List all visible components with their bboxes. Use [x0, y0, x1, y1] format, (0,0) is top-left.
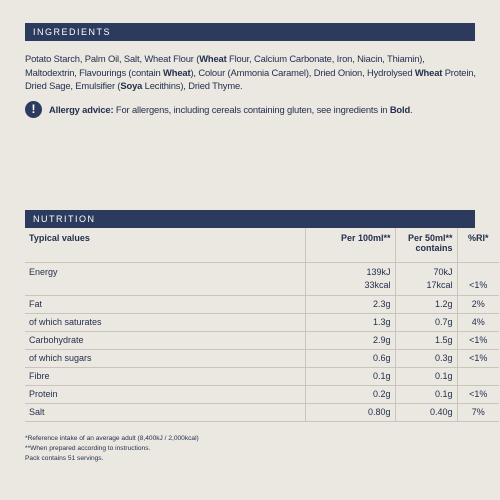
value-ri: 4%	[457, 314, 499, 332]
value-per50: 0.40g	[395, 404, 457, 422]
col-per-50ml: Per 50ml** contains	[395, 228, 457, 263]
value-per100: 0.6g	[305, 350, 395, 368]
value-ri	[457, 368, 499, 386]
footnotes	[25, 434, 475, 464]
energy-per50-kcal: 17kcal	[426, 280, 453, 290]
ingredient-text: Protein, Dried Sage, Emulsifier (	[25, 66, 476, 91]
value-ri: 2%	[457, 296, 499, 314]
ingredients-header: INGREDIENTS	[25, 23, 475, 41]
nutrient-name: of which sugars	[25, 350, 305, 368]
allergen-word: Wheat	[414, 66, 443, 78]
nutrient-name: Protein	[25, 386, 305, 404]
table-row	[25, 404, 499, 422]
allergen-word: Soya	[120, 80, 143, 91]
value-per100: 0.2g	[305, 386, 395, 404]
nutrition-table	[25, 228, 499, 422]
value-ri: <1%	[457, 386, 499, 404]
value-per100: 2.9g	[305, 332, 395, 350]
nutrient-name: Fibre	[25, 368, 305, 386]
energy-per50	[395, 263, 457, 296]
value-per100: 1.3g	[305, 314, 395, 332]
value-ri: 7%	[457, 404, 499, 422]
value-per50: 1.5g	[395, 332, 457, 350]
allergy-advice	[25, 99, 475, 119]
value-per100: 0.1g	[305, 368, 395, 386]
nutrition-header-row	[25, 228, 499, 263]
allergy-end: .	[410, 103, 413, 115]
value-per50: 1.2g	[395, 296, 457, 314]
allergy-body: For allergens, including cereals containing gluten, see ingredients in	[113, 103, 390, 115]
footnote-line: *Reference intake of an average adult (8,400kJ / 2,000kcal)	[25, 435, 199, 442]
ingredient-text: Flour, Calcium Carbonate, Iron, Niacin, Thiamin), Maltodextrin, Flavourings (contain	[25, 53, 425, 78]
energy-label: Energy	[25, 263, 305, 296]
energy-per50-kj: 70kJ	[433, 267, 453, 277]
col-typical-values: Typical values	[25, 228, 305, 263]
col-ri: %RI*	[457, 228, 499, 263]
value-per50: 0.3g	[395, 350, 457, 368]
table-row	[25, 350, 499, 368]
allergy-label: Allergy advice:	[49, 103, 114, 115]
allergen-word: Wheat	[199, 53, 227, 64]
table-row	[25, 296, 499, 314]
table-row	[25, 314, 499, 332]
value-per50: 0.1g	[395, 368, 457, 386]
nutrient-name: Carbohydrate	[25, 332, 305, 350]
value-per50: 0.1g	[395, 386, 457, 404]
value-per100: 0.80g	[305, 404, 395, 422]
energy-per100-kj: 139kJ	[366, 267, 391, 277]
table-row	[25, 386, 499, 404]
allergy-bold-word: Bold	[389, 103, 411, 115]
footnote-line: **When prepared according to instructions.	[25, 445, 151, 452]
table-row	[25, 332, 499, 350]
value-per100: 2.3g	[305, 296, 395, 314]
energy-ri: <1%	[457, 263, 499, 296]
ingredient-text: Lecithins), Dried Thyme.	[142, 80, 243, 91]
nutrition-header: NUTRITION	[25, 210, 475, 228]
exclamation-icon: !	[25, 101, 42, 118]
col-per-100ml: Per 100ml**	[305, 228, 395, 263]
allergy-text	[49, 104, 413, 115]
table-row-energy	[25, 263, 499, 296]
nutrient-name: Fat	[25, 296, 305, 314]
ingredient-text: ), Colour (Ammonia Caramel), Dried Onion, Hydrolysed	[190, 66, 415, 78]
energy-per100-kcal: 33kcal	[364, 280, 391, 290]
value-ri: <1%	[457, 350, 499, 368]
energy-per100	[305, 263, 395, 296]
ingredient-text: Potato Starch, Palm Oil, Salt, Wheat Flour (	[25, 53, 200, 64]
nutrient-name: of which saturates	[25, 314, 305, 332]
value-ri: <1%	[457, 332, 499, 350]
value-per50: 0.7g	[395, 314, 457, 332]
ingredients-list	[25, 52, 477, 93]
allergen-word: Wheat	[163, 66, 191, 78]
nutrient-name: Salt	[25, 404, 305, 422]
footnote-line: Pack contains 51 servings.	[25, 455, 104, 462]
table-row	[25, 368, 499, 386]
